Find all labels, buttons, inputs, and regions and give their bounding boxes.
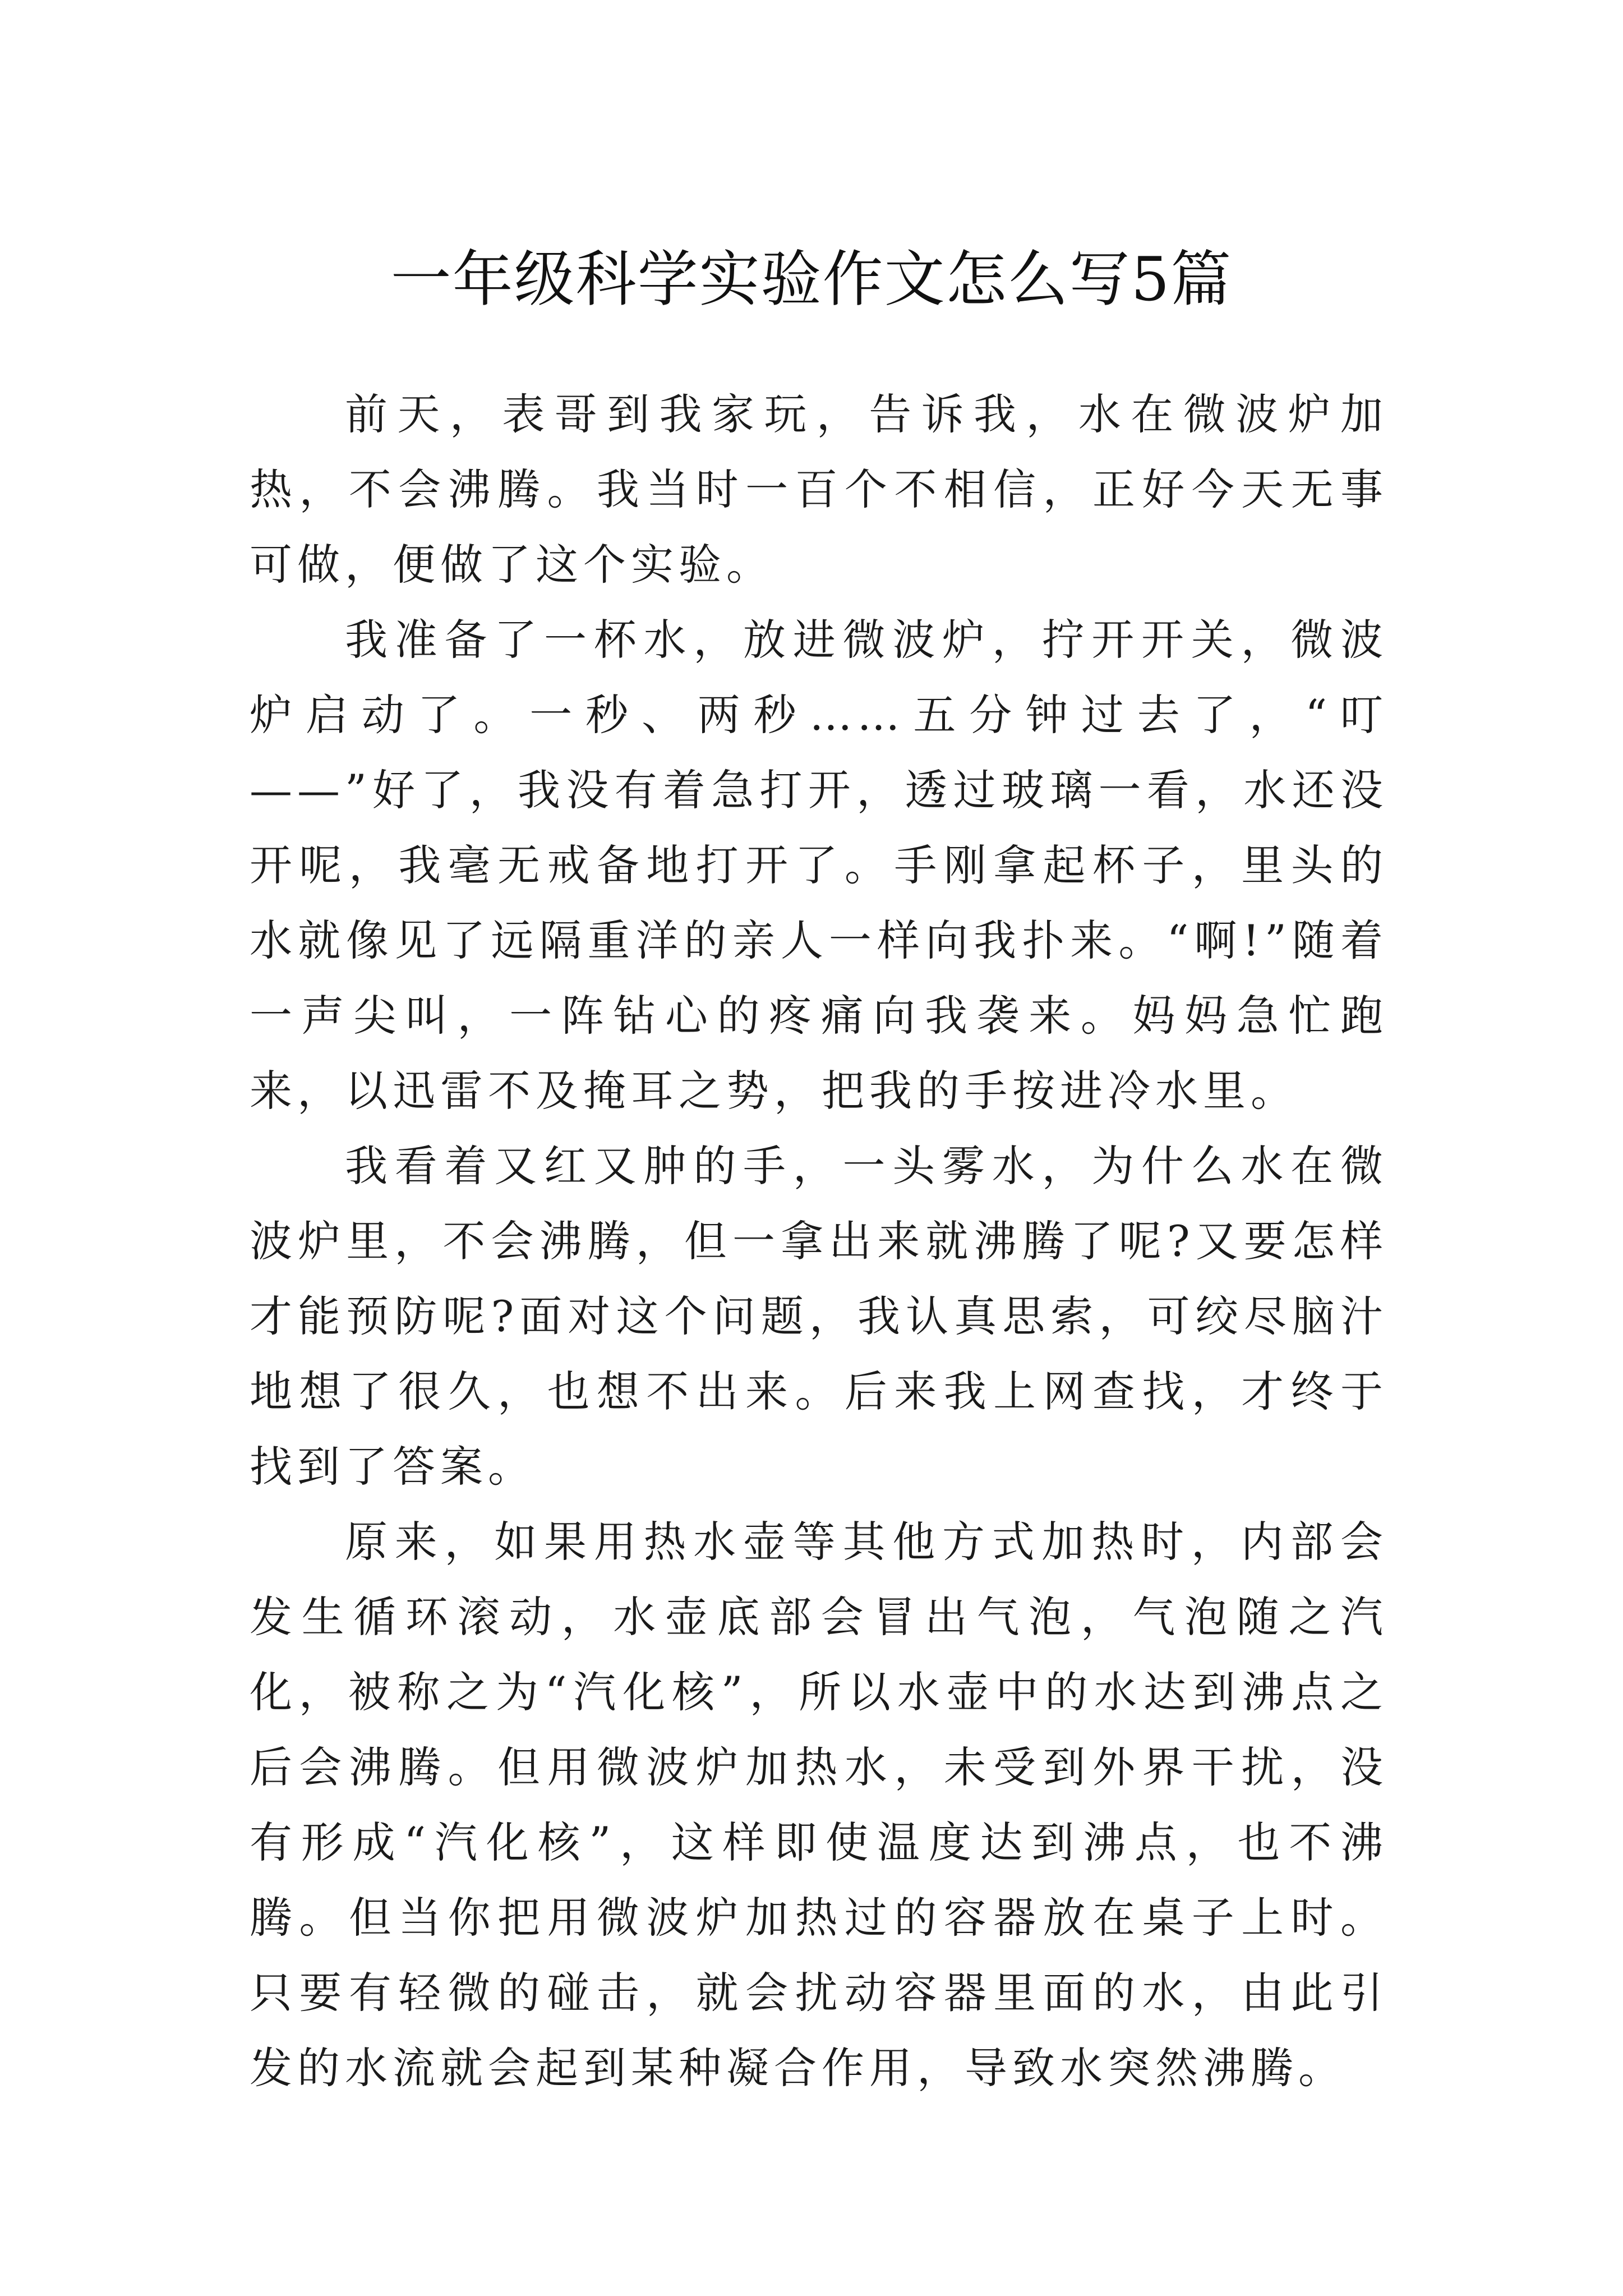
document-body [250,377,1388,2106]
paragraph: 前天，表哥到我家玩，告诉我，水在微波炉加热，不会沸腾。我当时一百个不相信，正好今天无事可做，便做了这个实验。 [250,389,1388,590]
paragraph: 我看着又红又肿的手，一头雾水，为什么水在微波炉里，不会沸腾，但一拿出来就沸腾了呢?又要怎样才能预防呢?面对这个问题，我认真思索，可绞尽脑汁地想了很久，也想不出来。后来我上网查找，才终于找到了答案。 [250,1141,1388,1492]
document-title: 一年级科学实验作文怎么写5篇 [390,245,1233,315]
paragraph: 原来，如果用热水壶等其他方式加热时，内部会发生循环滚动，水壶底部会冒出气泡，气泡随之汽化，被称之为“汽化核”，所以水壶中的水达到沸点之后会沸腾。但用微波炉加热水，未受到外界干扰，没有形成“汽化核”，这样即使温度达到沸点，也不沸腾。但当你把用微波炉加热过的容器放在桌子上时。只要有轻微的碰击，就会扰动容器里面的水，由此引发的水流就会起到某种凝合作用，导致水突然沸腾。 [250,1517,1388,2093]
paragraph: 我准备了一杯水，放进微波炉，拧开开关，微波炉启动了。一秒、两秒……五分钟过去了，“叮——”好了，我没有着急打开，透过玻璃一看，水还没开呢，我毫无戒备地打开了。手刚拿起杯子，里头的水就像见了远隔重洋的亲人一样向我扑来。“啊!”随着一声尖叫，一阵钻心的疼痛向我袭来。妈妈急忙跑来，以迅雷不及掩耳之势，把我的手按进冷水里。 [250,615,1388,1116]
